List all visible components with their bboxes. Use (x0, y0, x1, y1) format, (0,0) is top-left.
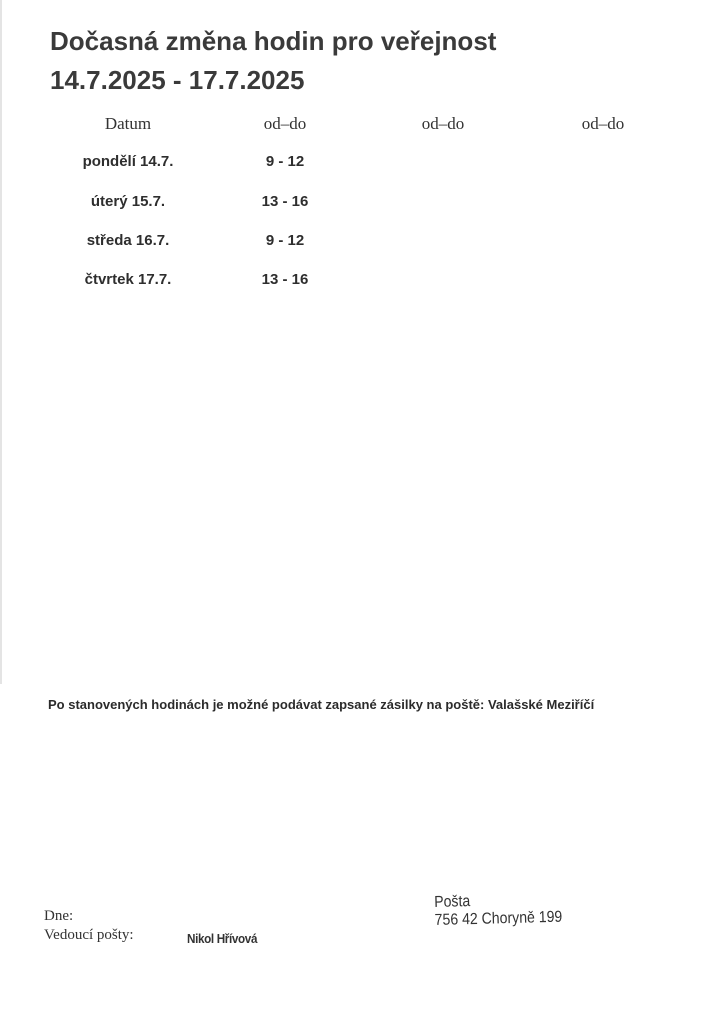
alternate-post-office-note: Po stanovených hodinách je možné podávat zapsané zásilky na poště: Valašské Meziříčí (48, 697, 595, 712)
table-row-day: středa 16.7. (86, 232, 170, 249)
column-header-date: Datum (104, 114, 152, 133)
notice-date-range: 14.7.2025 - 17.7.2025 (50, 65, 305, 95)
table-row-hours: 13 - 16 (261, 193, 309, 210)
stamp-line-address: 756 42 Choryně 199 (434, 908, 563, 929)
table-row-hours: 9 - 12 (265, 232, 305, 249)
column-header-from-to-3: od–do (581, 114, 625, 133)
date-label: Dne: (44, 908, 74, 924)
column-header-from-to-1: od–do (263, 114, 307, 133)
table-row-hours: 13 - 16 (261, 271, 309, 288)
notice-title: Dočasná změna hodin pro veřejnost (50, 26, 497, 56)
manager-label: Vedoucí pošty: (44, 927, 134, 943)
table-row-day: čtvrtek 17.7. (84, 271, 172, 288)
table-row-hours: 9 - 12 (265, 153, 305, 170)
manager-name-stamp: Nikol Hřívová (187, 931, 258, 946)
table-row-day: pondělí 14.7. (82, 153, 174, 170)
post-office-stamp (434, 891, 562, 930)
table-row-day: úterý 15.7. (90, 193, 166, 210)
page-edge (0, 0, 2, 684)
column-header-from-to-2: od–do (421, 114, 465, 133)
stamp-line-office: Pošta (434, 893, 471, 911)
